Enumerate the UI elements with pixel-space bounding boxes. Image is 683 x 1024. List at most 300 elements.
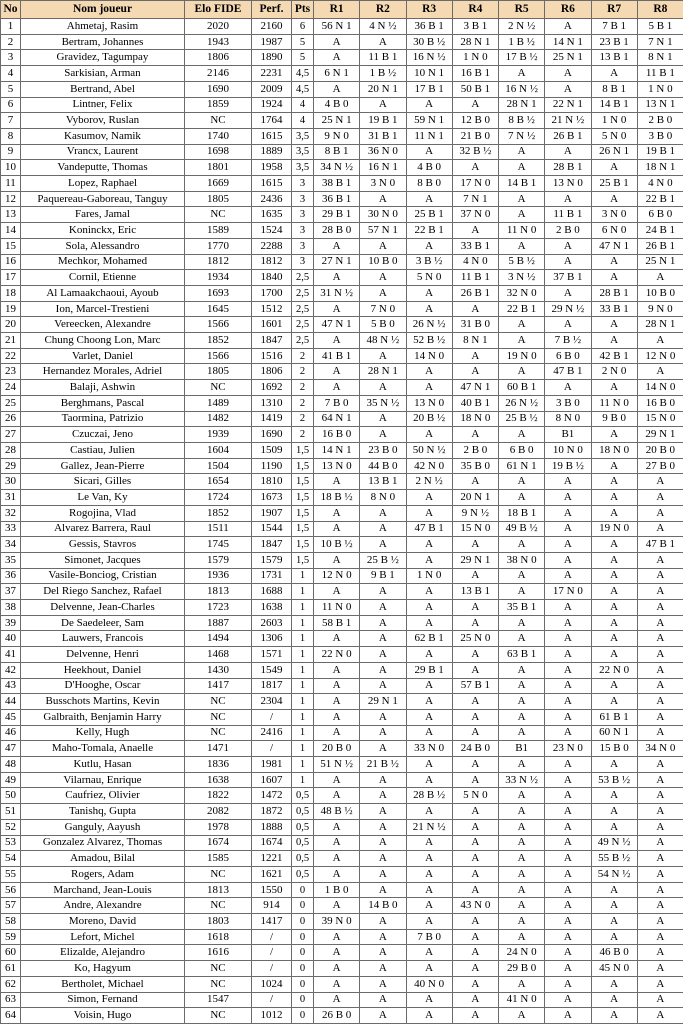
cell-round-result: 19 B 1 bbox=[360, 113, 406, 129]
cell-elo: 1822 bbox=[185, 788, 252, 804]
cell-round-result: 26 B 1 bbox=[452, 285, 498, 301]
cell-player-name: Marchand, Jean-Louis bbox=[21, 882, 185, 898]
cell-points: 4 bbox=[292, 97, 314, 113]
cell-round-result: 22 B 1 bbox=[637, 191, 683, 207]
cell-round-result: 19 B 1 bbox=[637, 144, 683, 160]
cell-round-result: A bbox=[637, 976, 683, 992]
header-round: R1 bbox=[314, 1, 360, 19]
cell-no: 14 bbox=[1, 223, 21, 239]
cell-round-result: A bbox=[360, 600, 406, 616]
cell-round-result: 11 B 1 bbox=[452, 270, 498, 286]
cell-round-result: 33 B 1 bbox=[591, 301, 637, 317]
cell-round-result: 14 B 0 bbox=[360, 898, 406, 914]
cell-round-result: A bbox=[406, 97, 452, 113]
cell-player-name: Czuczai, Jeno bbox=[21, 427, 185, 443]
cell-round-result: 61 B 1 bbox=[591, 709, 637, 725]
cell-points: 2 bbox=[292, 364, 314, 380]
table-body bbox=[1, 19, 683, 1024]
cell-points: 3 bbox=[292, 254, 314, 270]
cell-round-result: A bbox=[314, 725, 360, 741]
cell-elo: 2146 bbox=[185, 66, 252, 82]
table-row bbox=[1, 804, 683, 820]
cell-performance: 1806 bbox=[252, 364, 292, 380]
cell-elo: 1887 bbox=[185, 615, 252, 631]
cell-no: 23 bbox=[1, 364, 21, 380]
cell-round-result: A bbox=[545, 285, 591, 301]
cell-round-result: 61 N 1 bbox=[499, 458, 545, 474]
cell-round-result: A bbox=[637, 929, 683, 945]
cell-elo: 1430 bbox=[185, 662, 252, 678]
cell-player-name: Bertram, Johannes bbox=[21, 34, 185, 50]
cell-round-result: A bbox=[499, 914, 545, 930]
cell-round-result: 55 B ½ bbox=[591, 851, 637, 867]
cell-player-name: Kutlu, Hasan bbox=[21, 757, 185, 773]
cell-round-result: 47 N 1 bbox=[591, 238, 637, 254]
cell-round-result: A bbox=[591, 1008, 637, 1024]
cell-performance: 1190 bbox=[252, 458, 292, 474]
cell-round-result: A bbox=[452, 914, 498, 930]
cell-no: 1 bbox=[1, 19, 21, 35]
cell-round-result: A bbox=[452, 348, 498, 364]
table-row bbox=[1, 568, 683, 584]
cell-round-result: A bbox=[499, 207, 545, 223]
cell-round-result: A bbox=[314, 866, 360, 882]
cell-round-result: A bbox=[499, 537, 545, 553]
cell-points: 2,5 bbox=[292, 285, 314, 301]
cell-round-result: 47 N 1 bbox=[452, 380, 498, 396]
cell-round-result: A bbox=[499, 584, 545, 600]
cell-round-result: A bbox=[406, 364, 452, 380]
cell-round-result: A bbox=[637, 819, 683, 835]
cell-points: 4 bbox=[292, 113, 314, 129]
cell-round-result: A bbox=[406, 552, 452, 568]
cell-round-result: 25 N 1 bbox=[637, 254, 683, 270]
cell-round-result: A bbox=[545, 851, 591, 867]
cell-round-result: A bbox=[360, 191, 406, 207]
cell-points: 2 bbox=[292, 380, 314, 396]
cell-elo: 1943 bbox=[185, 34, 252, 50]
cell-round-result: 4 N 0 bbox=[452, 254, 498, 270]
cell-elo: 1616 bbox=[185, 945, 252, 961]
cell-points: 3 bbox=[292, 238, 314, 254]
cell-performance: 1579 bbox=[252, 552, 292, 568]
cell-player-name: Andre, Alexandre bbox=[21, 898, 185, 914]
cell-elo: 1805 bbox=[185, 364, 252, 380]
cell-round-result: A bbox=[637, 521, 683, 537]
table-row bbox=[1, 678, 683, 694]
cell-no: 24 bbox=[1, 380, 21, 396]
cell-round-result: 29 N 1 bbox=[360, 694, 406, 710]
cell-round-result: 35 B 1 bbox=[499, 600, 545, 616]
cell-points: 1,5 bbox=[292, 552, 314, 568]
cell-round-result: 7 B 0 bbox=[406, 929, 452, 945]
cell-round-result: A bbox=[545, 1008, 591, 1024]
cell-points: 3 bbox=[292, 191, 314, 207]
cell-round-result: 31 B 0 bbox=[452, 317, 498, 333]
cell-round-result: 13 N 0 bbox=[545, 176, 591, 192]
cell-round-result: A bbox=[452, 757, 498, 773]
cell-round-result: A bbox=[545, 788, 591, 804]
cell-round-result: A bbox=[545, 976, 591, 992]
cell-round-result: 28 B 1 bbox=[545, 160, 591, 176]
cell-player-name: Gravidez, Tagumpay bbox=[21, 50, 185, 66]
cell-no: 20 bbox=[1, 317, 21, 333]
cell-points: 0,5 bbox=[292, 788, 314, 804]
cell-no: 38 bbox=[1, 600, 21, 616]
cell-round-result: 25 B ½ bbox=[499, 411, 545, 427]
cell-round-result: A bbox=[360, 662, 406, 678]
cell-no: 27 bbox=[1, 427, 21, 443]
cell-points: 0,5 bbox=[292, 804, 314, 820]
cell-round-result: A bbox=[360, 725, 406, 741]
cell-round-result: A bbox=[406, 694, 452, 710]
cell-round-result: A bbox=[452, 474, 498, 490]
cell-round-result: 13 N 0 bbox=[406, 395, 452, 411]
cell-round-result: 35 B 0 bbox=[452, 458, 498, 474]
cell-elo: 1417 bbox=[185, 678, 252, 694]
cell-round-result: A bbox=[314, 772, 360, 788]
cell-round-result: 54 N ½ bbox=[591, 866, 637, 882]
cell-no: 2 bbox=[1, 34, 21, 50]
cell-elo: 1806 bbox=[185, 50, 252, 66]
cell-round-result: 2 B 0 bbox=[545, 223, 591, 239]
cell-round-result: A bbox=[314, 788, 360, 804]
table-row bbox=[1, 19, 683, 35]
cell-round-result: A bbox=[360, 238, 406, 254]
cell-round-result: 29 N 1 bbox=[637, 427, 683, 443]
cell-no: 59 bbox=[1, 929, 21, 945]
cell-points: 0 bbox=[292, 945, 314, 961]
cell-round-result: A bbox=[637, 584, 683, 600]
cell-round-result: 18 B ½ bbox=[314, 490, 360, 506]
cell-player-name: D'Hooghe, Oscar bbox=[21, 678, 185, 694]
cell-elo: 1638 bbox=[185, 772, 252, 788]
cell-no: 12 bbox=[1, 191, 21, 207]
cell-performance: 1524 bbox=[252, 223, 292, 239]
cell-round-result: 42 N 0 bbox=[406, 458, 452, 474]
cell-elo: 1813 bbox=[185, 882, 252, 898]
cell-elo: NC bbox=[185, 976, 252, 992]
cell-points: 1,5 bbox=[292, 458, 314, 474]
cell-round-result: A bbox=[360, 615, 406, 631]
cell-round-result: A bbox=[499, 678, 545, 694]
cell-elo: 1698 bbox=[185, 144, 252, 160]
cell-round-result: 14 N 0 bbox=[406, 348, 452, 364]
cell-round-result: 21 B 0 bbox=[452, 128, 498, 144]
cell-round-result: A bbox=[545, 961, 591, 977]
cell-round-result: A bbox=[452, 976, 498, 992]
cell-round-result: 24 N 0 bbox=[499, 945, 545, 961]
cell-round-result: 49 B ½ bbox=[499, 521, 545, 537]
cell-no: 64 bbox=[1, 1008, 21, 1024]
cell-player-name: Vandeputte, Thomas bbox=[21, 160, 185, 176]
cell-round-result: A bbox=[360, 505, 406, 521]
cell-round-result: A bbox=[452, 851, 498, 867]
table-row bbox=[1, 741, 683, 757]
table-row bbox=[1, 945, 683, 961]
cell-no: 55 bbox=[1, 866, 21, 882]
cell-round-result: 47 N 1 bbox=[314, 317, 360, 333]
table-row bbox=[1, 34, 683, 50]
cell-round-result: A bbox=[637, 757, 683, 773]
cell-player-name: Tanishq, Gupta bbox=[21, 804, 185, 820]
cell-round-result: 16 N 1 bbox=[360, 160, 406, 176]
cell-round-result: 14 N 1 bbox=[314, 442, 360, 458]
cell-elo: 1645 bbox=[185, 301, 252, 317]
cell-elo: 1690 bbox=[185, 81, 252, 97]
cell-round-result: A bbox=[360, 772, 406, 788]
cell-performance: 2416 bbox=[252, 725, 292, 741]
cell-player-name: Berghmans, Pascal bbox=[21, 395, 185, 411]
cell-elo: 1813 bbox=[185, 584, 252, 600]
cell-round-result: A bbox=[452, 929, 498, 945]
cell-performance: 1958 bbox=[252, 160, 292, 176]
cell-round-result: 1 N 0 bbox=[591, 113, 637, 129]
cell-round-result: A bbox=[360, 866, 406, 882]
cell-round-result: 18 N 1 bbox=[637, 160, 683, 176]
cell-round-result: 1 B ½ bbox=[499, 34, 545, 50]
cell-round-result: A bbox=[406, 961, 452, 977]
table-row bbox=[1, 160, 683, 176]
cell-player-name: Sola, Alessandro bbox=[21, 238, 185, 254]
table-row bbox=[1, 976, 683, 992]
cell-player-name: Al Lamaakchaoui, Ayoub bbox=[21, 285, 185, 301]
cell-points: 2 bbox=[292, 427, 314, 443]
cell-round-result: 20 B 0 bbox=[637, 442, 683, 458]
cell-round-result: A bbox=[314, 380, 360, 396]
header-round: R7 bbox=[591, 1, 637, 19]
cell-round-result: A bbox=[406, 866, 452, 882]
cell-round-result: A bbox=[545, 819, 591, 835]
cell-round-result: A bbox=[452, 882, 498, 898]
cell-round-result: A bbox=[591, 427, 637, 443]
cell-round-result: 32 B ½ bbox=[452, 144, 498, 160]
cell-elo: 1859 bbox=[185, 97, 252, 113]
cell-player-name: Sarkisian, Arman bbox=[21, 66, 185, 82]
cell-performance: 2009 bbox=[252, 81, 292, 97]
cell-elo: 1745 bbox=[185, 537, 252, 553]
cell-round-result: A bbox=[545, 474, 591, 490]
table-row bbox=[1, 772, 683, 788]
cell-elo: 1936 bbox=[185, 568, 252, 584]
cell-player-name: Elizalde, Alejandro bbox=[21, 945, 185, 961]
cell-round-result: 3 N ½ bbox=[499, 270, 545, 286]
cell-round-result: 5 N 0 bbox=[591, 128, 637, 144]
cell-round-result: A bbox=[545, 19, 591, 35]
cell-round-result: A bbox=[452, 961, 498, 977]
table-row bbox=[1, 647, 683, 663]
cell-points: 0,5 bbox=[292, 835, 314, 851]
cell-round-result: 38 B 1 bbox=[314, 176, 360, 192]
cell-round-result: A bbox=[637, 882, 683, 898]
cell-round-result: 8 N 1 bbox=[452, 333, 498, 349]
cell-round-result: A bbox=[406, 647, 452, 663]
cell-no: 54 bbox=[1, 851, 21, 867]
cell-performance: 1890 bbox=[252, 50, 292, 66]
cell-round-result: A bbox=[591, 552, 637, 568]
header-round: R6 bbox=[545, 1, 591, 19]
cell-round-result: 17 N 0 bbox=[545, 584, 591, 600]
cell-player-name: Gonzalez Alvarez, Thomas bbox=[21, 835, 185, 851]
table-row bbox=[1, 128, 683, 144]
cell-round-result: A bbox=[406, 191, 452, 207]
cell-round-result: A bbox=[314, 678, 360, 694]
table-row bbox=[1, 1008, 683, 1024]
cell-round-result: 1 N 0 bbox=[637, 81, 683, 97]
cell-round-result: 28 B ½ bbox=[406, 788, 452, 804]
cell-elo: 1723 bbox=[185, 600, 252, 616]
cell-round-result: 33 N 0 bbox=[406, 741, 452, 757]
cell-no: 56 bbox=[1, 882, 21, 898]
cell-round-result: 32 N 0 bbox=[499, 285, 545, 301]
cell-round-result: 11 B 1 bbox=[545, 207, 591, 223]
cell-no: 5 bbox=[1, 81, 21, 97]
cell-round-result: 28 B 1 bbox=[591, 285, 637, 301]
cell-round-result: A bbox=[314, 835, 360, 851]
cell-round-result: 14 N 0 bbox=[637, 380, 683, 396]
cell-round-result: 8 B 0 bbox=[406, 176, 452, 192]
cell-no: 36 bbox=[1, 568, 21, 584]
cell-round-result: A bbox=[545, 914, 591, 930]
cell-round-result: A bbox=[360, 961, 406, 977]
cell-round-result: A bbox=[452, 160, 498, 176]
cell-round-result: 12 N 0 bbox=[637, 348, 683, 364]
cell-round-result: A bbox=[545, 552, 591, 568]
cell-performance: 1889 bbox=[252, 144, 292, 160]
cell-round-result: A bbox=[637, 333, 683, 349]
table-row bbox=[1, 788, 683, 804]
cell-round-result: 16 B 0 bbox=[314, 427, 360, 443]
cell-performance: 1601 bbox=[252, 317, 292, 333]
cell-performance: 1840 bbox=[252, 270, 292, 286]
cell-elo: 1740 bbox=[185, 128, 252, 144]
cell-round-result: A bbox=[499, 757, 545, 773]
cell-round-result: A bbox=[591, 191, 637, 207]
cell-no: 26 bbox=[1, 411, 21, 427]
cell-round-result: A bbox=[591, 914, 637, 930]
table-row bbox=[1, 929, 683, 945]
cell-round-result: A bbox=[360, 1008, 406, 1024]
cell-round-result: 28 N 1 bbox=[360, 364, 406, 380]
cell-no: 41 bbox=[1, 647, 21, 663]
cell-player-name: Amadou, Bilal bbox=[21, 851, 185, 867]
cell-round-result: A bbox=[360, 631, 406, 647]
cell-player-name: Taormina, Patrizio bbox=[21, 411, 185, 427]
cell-player-name: Vasile-Bonciog, Cristian bbox=[21, 568, 185, 584]
cell-performance: 1812 bbox=[252, 254, 292, 270]
cell-round-result: 7 N 0 bbox=[360, 301, 406, 317]
cell-round-result: A bbox=[360, 285, 406, 301]
cell-player-name: Maho-Tomala, Anaelle bbox=[21, 741, 185, 757]
cell-round-result: 6 N 1 bbox=[314, 66, 360, 82]
cell-performance: 1674 bbox=[252, 835, 292, 851]
cell-round-result: 11 B 1 bbox=[637, 66, 683, 82]
cell-round-result: A bbox=[637, 1008, 683, 1024]
cell-player-name: Koninckx, Eric bbox=[21, 223, 185, 239]
cell-round-result: A bbox=[591, 929, 637, 945]
cell-player-name: Ko, Hagyum bbox=[21, 961, 185, 977]
cell-round-result: A bbox=[545, 238, 591, 254]
cell-points: 2,5 bbox=[292, 333, 314, 349]
table-row bbox=[1, 348, 683, 364]
cell-performance: 914 bbox=[252, 898, 292, 914]
cell-round-result: A bbox=[360, 804, 406, 820]
cell-round-result: A bbox=[314, 474, 360, 490]
cell-round-result: A bbox=[499, 144, 545, 160]
cell-round-result: A bbox=[499, 490, 545, 506]
cell-round-result: 10 N 0 bbox=[545, 442, 591, 458]
table-row bbox=[1, 600, 683, 616]
cell-round-result: 11 N 0 bbox=[591, 395, 637, 411]
cell-round-result: 4 N ½ bbox=[360, 19, 406, 35]
header-round: R8 bbox=[637, 1, 683, 19]
cell-player-name: Delvenne, Henri bbox=[21, 647, 185, 663]
cell-no: 29 bbox=[1, 458, 21, 474]
cell-round-result: 14 N 1 bbox=[545, 34, 591, 50]
cell-round-result: A bbox=[314, 945, 360, 961]
cell-round-result: 10 N 1 bbox=[406, 66, 452, 82]
cell-round-result: A bbox=[499, 976, 545, 992]
cell-round-result: A bbox=[637, 615, 683, 631]
cell-player-name: Lefort, Michel bbox=[21, 929, 185, 945]
cell-round-result: A bbox=[637, 709, 683, 725]
cell-round-result: 28 B 0 bbox=[314, 223, 360, 239]
cell-round-result: A bbox=[591, 819, 637, 835]
table-row bbox=[1, 66, 683, 82]
cell-round-result: A bbox=[406, 490, 452, 506]
cell-round-result: A bbox=[545, 772, 591, 788]
cell-round-result: A bbox=[314, 270, 360, 286]
cell-player-name: Bertrand, Abel bbox=[21, 81, 185, 97]
cell-round-result: A bbox=[406, 600, 452, 616]
cell-round-result: A bbox=[499, 427, 545, 443]
cell-round-result: 13 B 1 bbox=[452, 584, 498, 600]
cell-round-result: 10 B ½ bbox=[314, 537, 360, 553]
cell-points: 1 bbox=[292, 647, 314, 663]
cell-round-result: A bbox=[637, 788, 683, 804]
cell-round-result: 25 N 1 bbox=[314, 113, 360, 129]
cell-round-result: A bbox=[452, 1008, 498, 1024]
cell-elo: 1934 bbox=[185, 270, 252, 286]
cell-performance: 1692 bbox=[252, 380, 292, 396]
cell-round-result: 36 N 0 bbox=[360, 144, 406, 160]
cell-round-result: A bbox=[499, 804, 545, 820]
cell-round-result: 9 N ½ bbox=[452, 505, 498, 521]
cell-performance: 2304 bbox=[252, 694, 292, 710]
cell-round-result: 43 N 0 bbox=[452, 898, 498, 914]
cell-round-result: 5 N 0 bbox=[452, 788, 498, 804]
cell-round-result: 1 N 0 bbox=[452, 50, 498, 66]
cell-points: 4,5 bbox=[292, 81, 314, 97]
cell-player-name: Busschots Martins, Kevin bbox=[21, 694, 185, 710]
cell-round-result: A bbox=[545, 647, 591, 663]
cell-points: 3 bbox=[292, 176, 314, 192]
cell-round-result: 26 B 0 bbox=[314, 1008, 360, 1024]
cell-round-result: A bbox=[591, 898, 637, 914]
cell-player-name: Balaji, Ashwin bbox=[21, 380, 185, 396]
cell-performance: 1544 bbox=[252, 521, 292, 537]
cell-round-result: 7 N 1 bbox=[452, 191, 498, 207]
cell-performance: 1417 bbox=[252, 914, 292, 930]
cell-points: 1 bbox=[292, 725, 314, 741]
cell-round-result: A bbox=[637, 772, 683, 788]
cell-round-result: A bbox=[545, 505, 591, 521]
cell-round-result: 8 B 1 bbox=[314, 144, 360, 160]
cell-no: 49 bbox=[1, 772, 21, 788]
table-row bbox=[1, 851, 683, 867]
table-row bbox=[1, 552, 683, 568]
table-row bbox=[1, 317, 683, 333]
